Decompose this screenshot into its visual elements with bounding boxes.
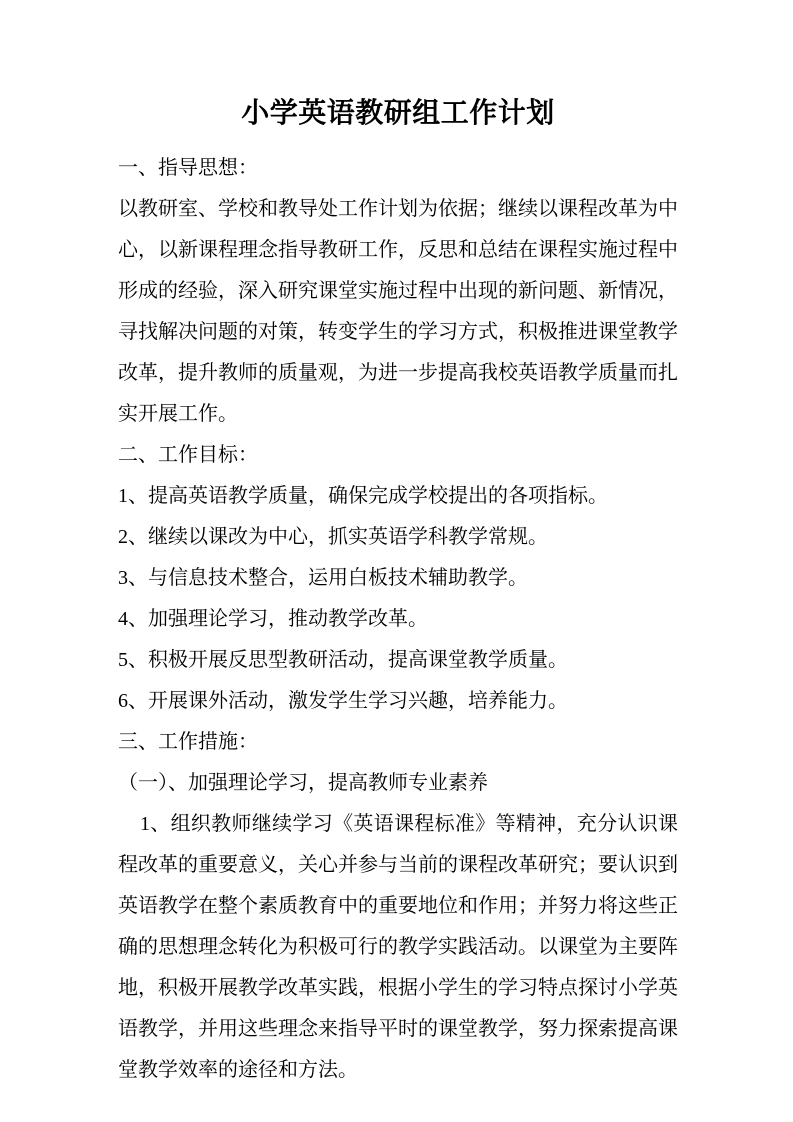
document-body — [118, 148, 678, 1091]
section-heading-work-measures: 三、工作措施： — [118, 731, 258, 753]
work-goal-item-4: 4、加强理论学习，推动教学改革。 — [118, 608, 428, 630]
document-content — [118, 0, 678, 1091]
work-goal-item-2: 2、继续以课改为中心，抓实英语学科教学常规。 — [118, 526, 548, 548]
work-goal-item-6: 6、开展课外活动，激发学生学习兴趣，培养能力。 — [118, 690, 568, 712]
subsection-item-1-theory-study: 1、组织教师继续学习《英语课程标准》等精神，充分认识课程改革的重要意义，关心并参与当前的课程改革研究；要认识到英语教学在整个素质教育中的重要地位和作用；并努力将这些正确的思想理念转化为积极可行的教学实践活动。以课堂为主要阵地，积极开展教学改革实践，根据小学生的学习特点探讨小学英语教学，并用这些理念来指导平时的课堂教学，努力探索提高课堂教学效率的途径和方法。 — [118, 813, 678, 1081]
subsection-heading-theory-study: （一）、加强理论学习，提高教师专业素养 — [118, 772, 488, 794]
page-title: 小学英语教研组工作计划 — [241, 96, 555, 129]
work-goal-item-3: 3、与信息技术整合，运用白板技术辅助教学。 — [118, 567, 528, 589]
work-goal-item-5: 5、积极开展反思型教研活动，提高课堂教学质量。 — [118, 649, 568, 671]
section-heading-guiding-ideology: 一、指导思想： — [118, 157, 258, 179]
section-body-guiding-ideology: 以教研室、学校和教导处工作计划为依据；继续以课程改革为中心，以新课程理念指导教研工作，反思和总结在课程实施过程中形成的经验，深入研究课堂实施过程中出现的新问题、新情况，寻找解决问题的对策，转变学生的学习方式，积极推进课堂教学改革，提升教师的质量观，为进一步提高我校英语教学质量而扎实开展工作。 — [118, 198, 678, 425]
section-heading-work-goals: 二、工作目标： — [118, 444, 258, 466]
work-goal-item-1: 1、提高英语教学质量，确保完成学校提出的各项指标。 — [118, 485, 608, 507]
